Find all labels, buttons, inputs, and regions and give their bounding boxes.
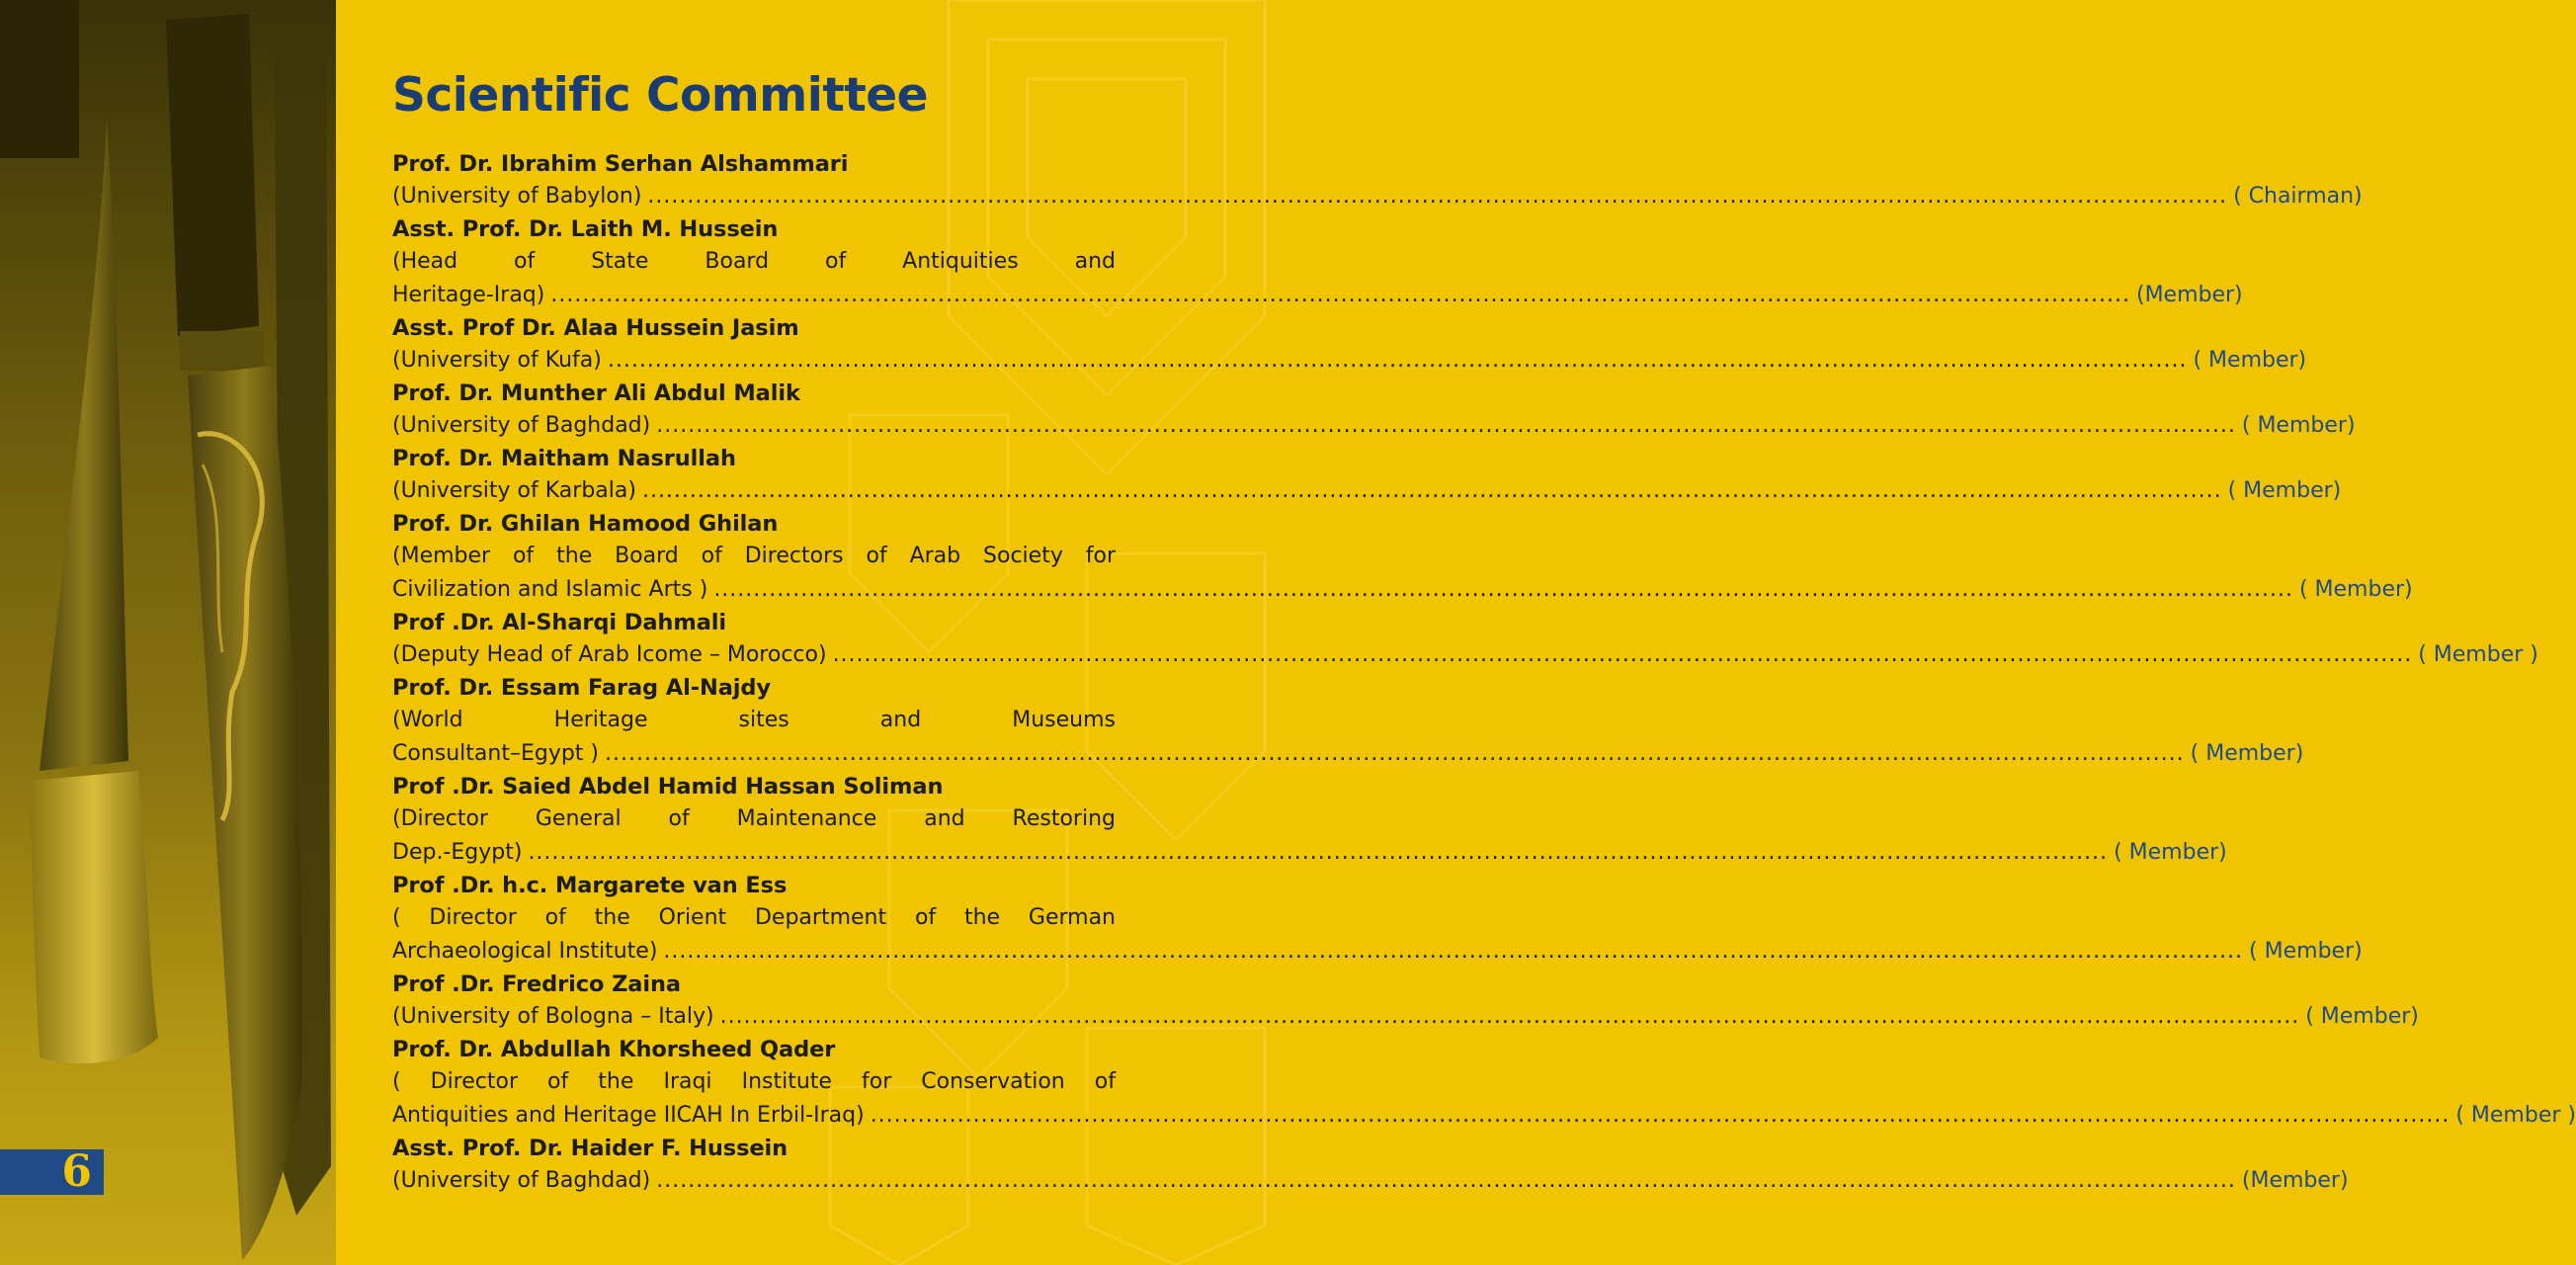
- member-affiliation: Dep.-Egypt): [392, 840, 523, 865]
- member-name: Prof. Dr. Munther Ali Abdul Malik: [392, 380, 800, 406]
- dagger-illustration: [0, 0, 336, 1265]
- member-role: ( Member): [2227, 478, 2342, 503]
- committee-member: [392, 443, 2342, 508]
- member-role: ( Member): [2305, 1004, 2419, 1029]
- member-affiliation: (University of Bologna – Italy): [392, 1004, 714, 1029]
- member-role: ( Member): [2249, 939, 2363, 964]
- member-affiliation: (Deputy Head of Arab Icome – Morocco): [392, 642, 827, 667]
- member-name: Prof. Dr. Ibrahim Serhan Alshammari: [392, 151, 849, 177]
- member-name: Prof. Dr. Abdullah Khorsheed Qader: [392, 1037, 836, 1062]
- member-affiliation: Consultant–Egypt ): [392, 741, 600, 766]
- member-role-line: [392, 638, 2538, 672]
- committee-member: [392, 870, 2363, 969]
- committee-member: [392, 213, 2243, 312]
- member-role: (Member): [2135, 283, 2243, 307]
- member-name: Prof. Dr. Ghilan Hamood Ghilan: [392, 511, 779, 537]
- member-affiliation: Civilization and Islamic Arts ): [392, 577, 708, 602]
- member-role: ( Member): [2190, 741, 2304, 766]
- member-affiliation-line: (Head of State Board of Antiquities and: [392, 249, 1116, 274]
- member-affiliation: Heritage-Iraq): [392, 283, 545, 307]
- member-affiliation: (University of Babylon): [392, 184, 642, 209]
- member-role-line: [392, 836, 2227, 870]
- member-role-line: [392, 474, 2342, 508]
- dot-leader: ........................................................................................................................................................................................................: [647, 184, 2228, 209]
- committee-member: [392, 378, 2356, 443]
- member-affiliation-line: ( Director of the Orient Department of the German: [392, 905, 1116, 930]
- member-role-line: [392, 1000, 2419, 1034]
- member-name: Prof. Dr. Essam Farag Al-Najdy: [392, 675, 771, 701]
- dagger-photo: [0, 0, 336, 1265]
- member-affiliation-line: (Director General of Maintenance and Restoring: [392, 806, 1116, 831]
- committee-member: [392, 148, 2363, 213]
- member-name: Asst. Prof. Dr. Haider F. Hussein: [392, 1136, 789, 1161]
- member-role-line: [392, 409, 2356, 443]
- dot-leader: ........................................................................................................................................................................................................: [870, 1103, 2451, 1128]
- member-role-line: [392, 1164, 2349, 1198]
- member-name: Prof .Dr. h.c. Margarete van Ess: [392, 873, 788, 898]
- page-number-badge: 6: [0, 1149, 104, 1195]
- member-affiliation-line: (Member of the Board of Directors of Arab Society for: [392, 544, 1116, 568]
- member-role-line: [392, 737, 2304, 771]
- member-affiliation-line: (World Heritage sites and Museums: [392, 708, 1116, 732]
- member-role: ( Member ): [2418, 642, 2538, 667]
- dot-leader: ........................................................................................................................................................................................................: [641, 478, 2222, 503]
- member-role: ( Member): [2193, 348, 2307, 373]
- committee-member: [392, 771, 2227, 870]
- committee-member: [392, 672, 2304, 771]
- page-title: Scientific Committee: [392, 68, 929, 123]
- member-role: ( Member): [2298, 577, 2413, 602]
- dot-leader: ........................................................................................................................................................................................................: [607, 348, 2188, 373]
- member-role-line: [392, 1099, 2576, 1133]
- member-role-line: [392, 573, 2413, 607]
- member-affiliation-line: ( Director of the Iraqi Institute for Conservation of: [392, 1069, 1116, 1094]
- member-name: Prof .Dr. Saied Abdel Hamid Hassan Soliman: [392, 774, 944, 800]
- member-role: ( Chairman): [2233, 184, 2363, 209]
- dot-leader: ........................................................................................................................................................................................................: [719, 1004, 2300, 1029]
- committee-member: [392, 1133, 2349, 1198]
- dot-leader: ........................................................................................................................................................................................................: [713, 577, 2293, 602]
- committee-content: [392, 65, 2576, 1198]
- member-role: ( Member): [2241, 413, 2356, 438]
- dot-leader: ........................................................................................................................................................................................................: [605, 741, 2185, 766]
- committee-member: [392, 969, 2419, 1034]
- dot-leader: ........................................................................................................................................................................................................: [832, 642, 2413, 667]
- member-affiliation: (University of Baghdad): [392, 1168, 651, 1193]
- member-name: Asst. Prof Dr. Alaa Hussein Jasim: [392, 315, 799, 341]
- member-name: Prof .Dr. Al-Sharqi Dahmali: [392, 610, 727, 635]
- committee-list: [392, 148, 2576, 1198]
- committee-member: [392, 1034, 2576, 1133]
- dot-leader: ........................................................................................................................................................................................................: [656, 1168, 2236, 1193]
- dot-leader: ........................................................................................................................................................................................................: [663, 939, 2244, 964]
- member-role: (Member): [2241, 1168, 2349, 1193]
- member-role-line: [392, 935, 2363, 969]
- member-role-line: [392, 279, 2243, 312]
- member-affiliation: Antiquities and Heritage IICAH In Erbil-Iraq): [392, 1103, 865, 1128]
- committee-member: [392, 607, 2538, 672]
- member-role: ( Member): [2114, 840, 2227, 865]
- dot-leader: ........................................................................................................................................................................................................: [550, 283, 2130, 307]
- member-affiliation: (University of Kufa): [392, 348, 602, 373]
- member-name: Asst. Prof. Dr. Laith M. Hussein: [392, 216, 779, 242]
- member-affiliation: Archaeological Institute): [392, 939, 658, 964]
- committee-member: [392, 508, 2413, 607]
- committee-member: [392, 312, 2307, 378]
- member-role: ( Member ): [2455, 1103, 2576, 1128]
- member-name: Prof. Dr. Maitham Nasrullah: [392, 446, 736, 471]
- member-affiliation: (University of Karbala): [392, 478, 636, 503]
- dot-leader: ........................................................................................................................................................................................................: [528, 840, 2109, 865]
- member-role-line: [392, 344, 2307, 378]
- member-name: Prof .Dr. Fredrico Zaina: [392, 971, 682, 997]
- member-role-line: [392, 180, 2363, 213]
- member-affiliation: (University of Baghdad): [392, 413, 651, 438]
- dot-leader: ........................................................................................................................................................................................................: [656, 413, 2236, 438]
